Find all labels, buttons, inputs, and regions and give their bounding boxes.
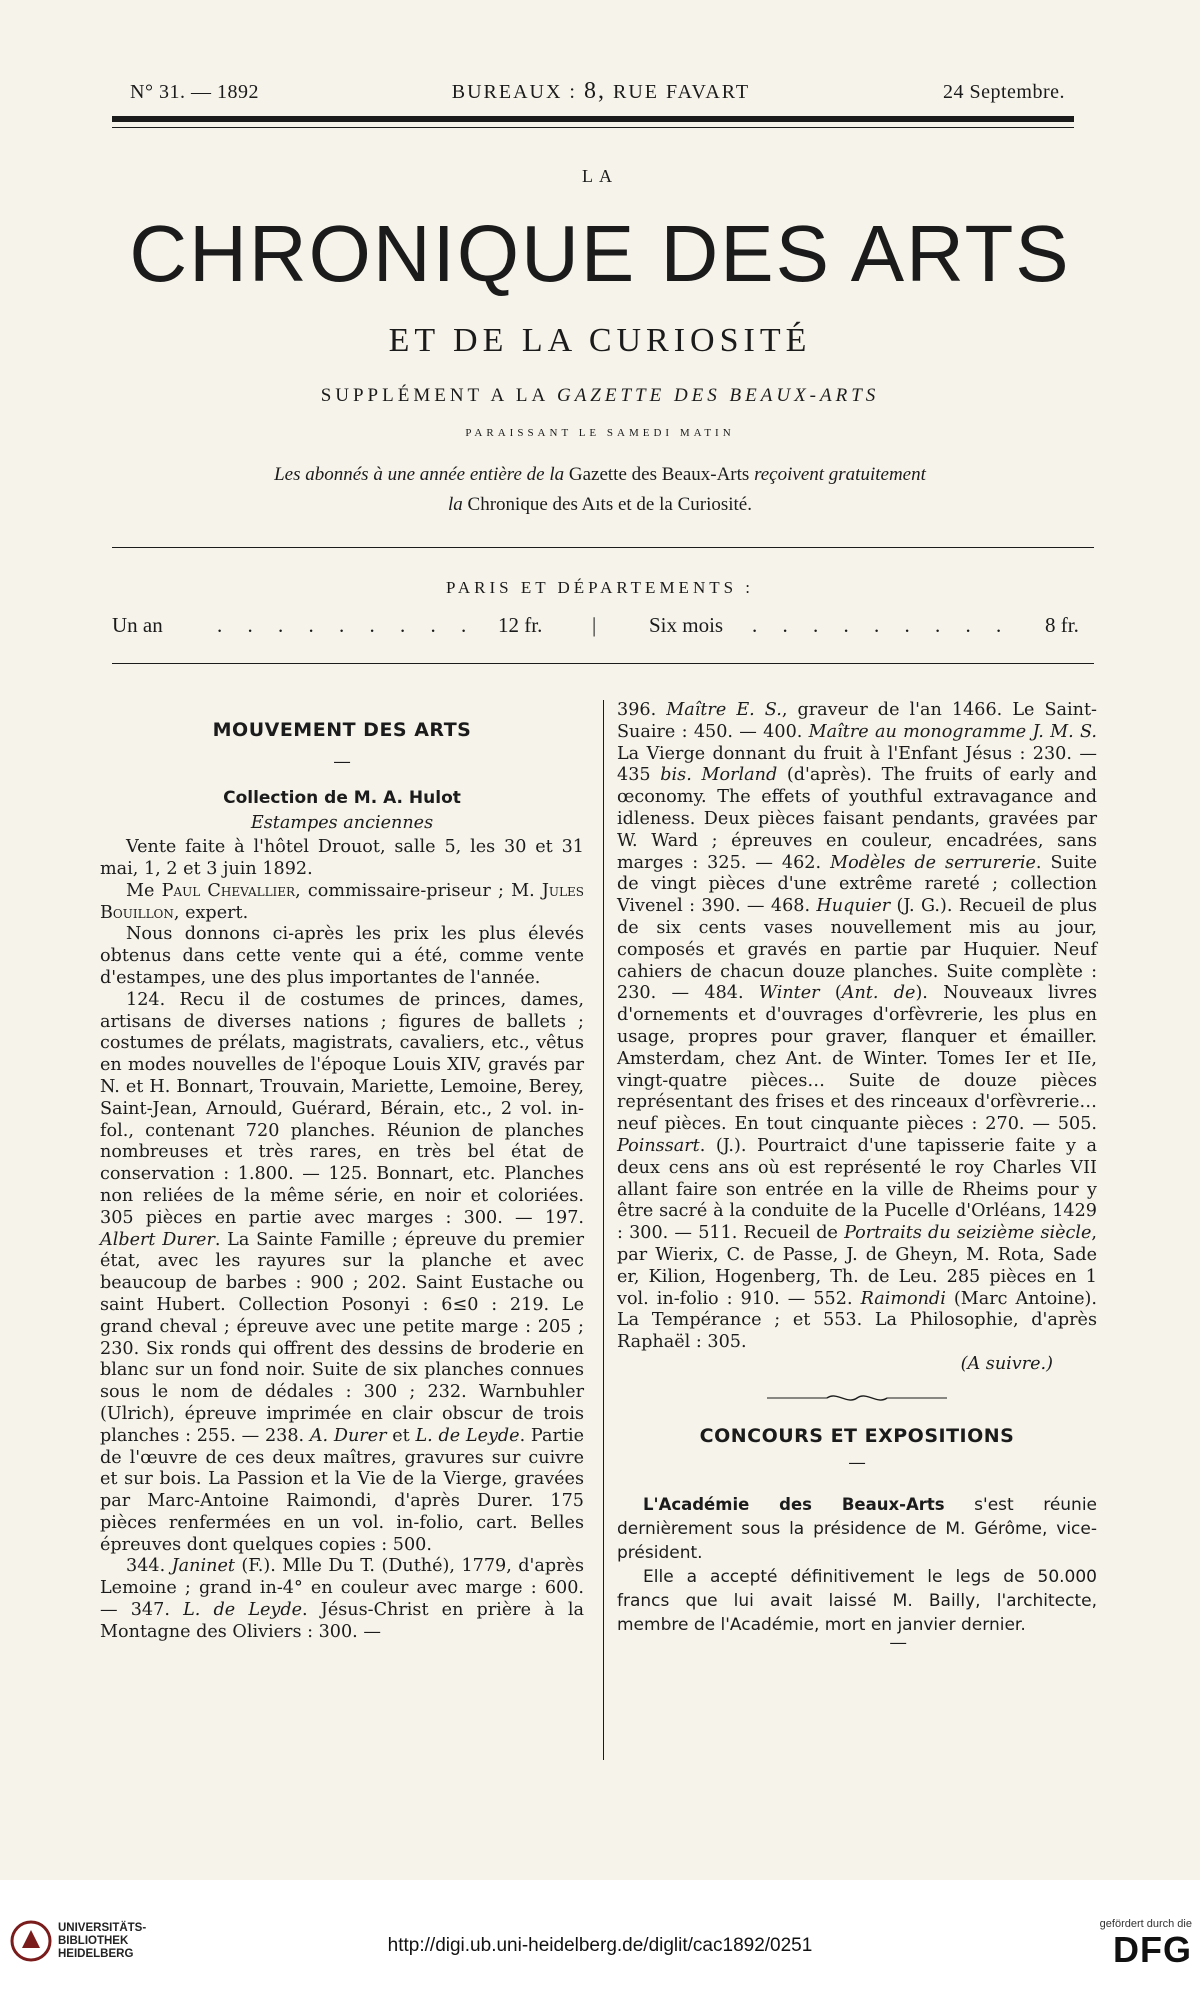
r1-k: (J. G.). Recueil de plus de six cents vases nouvellement mis au jour, composés et gravés en partie par Huquier. Neuf cahiers de chacun douze planches. Suite complète : 230. — 484.: [617, 896, 1097, 1004]
bureaux-prefix: BUREAUX :: [451, 81, 584, 103]
r1-g: (d'après). The fruits of early and œconomy. The effets of youthful extravagance and idleness. Deux pièces faisant pendants, gravées par W. Ward ; épreuves en couleur, encadrées, sans marges : 325. — 462.: [617, 765, 1097, 873]
r1-s: , par Wierix, C. de Passe, J. de Gheyn, M. Rota, Sade er, Kilion, Hogenberg, Th. de Leu. 285 pièces en 1 vol. in-folio : 910. — 552.: [617, 1223, 1098, 1309]
p2-c: , commissaire-priseur ; M.: [295, 880, 542, 901]
masthead-title: CHRONIQUE DES ARTS: [129, 209, 1071, 298]
abonnes-text-e: Chronique des Aıts et de la Curiosité.: [462, 494, 752, 515]
year-price: 12 fr.: [498, 613, 543, 637]
p4-f: L. de Leyde: [415, 1425, 520, 1446]
paragraph-lots-a: [100, 990, 584, 1557]
year-label: Un an: [112, 613, 163, 637]
abonnes-text-a: Les abonnés à une année entière de la: [274, 464, 565, 485]
r1-t: Raimondi: [860, 1288, 946, 1309]
half-dots: . . . . . . . . .: [752, 613, 1012, 637]
p2-b: Paul Chevallier: [161, 880, 296, 901]
collection-subtitle: Estampes anciennes: [250, 813, 434, 834]
paragraph-legs: Elle a accepté définitivement le legs de 50.000 francs que lui avait laissé M. Bailly, l'architecte, membre de l'Académie, mort en janvier dernier.: [617, 1567, 1097, 1636]
dfg-logo[interactable]: [1100, 1918, 1192, 1970]
masthead-supplement: [0, 385, 1200, 407]
r1-l: Winter: [758, 983, 820, 1004]
flourish-ornament-icon: [767, 1391, 947, 1405]
r1-i: . Suite de vingt pièces d'une extrême rareté ; collection Vivenel : 390. — 468.: [617, 852, 1097, 917]
subscription-rule-top: [112, 547, 1094, 548]
header-line: [130, 78, 1065, 105]
r1-n: Ant. de: [841, 983, 916, 1004]
masthead-abonnes: [0, 460, 1200, 520]
paragraph-lots-continued: [617, 700, 1097, 1354]
masthead-paraissant: PARAISSANT LE SAMEDI MATIN: [465, 427, 735, 439]
subscription-heading: PARIS ET DÉPARTEMENTS :: [445, 578, 755, 597]
bureaux-address: [452, 78, 750, 105]
library-line-1: UNIVERSITÄTS-: [58, 1921, 147, 1934]
p5-b: Janinet: [171, 1556, 235, 1577]
r1-d: Maître au monogramme J. M. S.: [808, 721, 1097, 742]
paragraph-academie: [617, 1493, 1097, 1565]
library-line-2: BIBLIOTHEK: [58, 1934, 129, 1947]
paragraph-vente: Vente faite à l'hôtel Drouot, salle 5, les 30 et 31 mai, 1, 2 et 3 juin 1892.: [100, 837, 584, 879]
p4-a: 124. Recu il de costumes de princes, dames, artisans de diverses nations ; figures de ballets ; costumes de prélats, magistrats, cavaliers, etc., vêtus en modes nouvelles de l'époque Louis XIV, gravés par N. et H. Bonnart, Trouvain, Mariette, Lemoine, Berey, Saint-Jean, Arnould, Guérard, Bérain, etc., 2 vol. in-fol., contenant 720 planches. Réunion de planches nombreuses et très rares, en très bel état de conservation : 1.800. — 125. Bonnart, etc. Planches non reliées de la même série, en noir et coloriées. 305 pièces en partie avec marges : 300. — 197.: [100, 989, 584, 1228]
bureaux-number: 8,: [583, 78, 606, 104]
p4-c: . La Sainte Famille ; épreuve du premier état, avec les rayures sur la planche et avec beaucoup de barbes : 900 ; 202. Saint Eustache ou saint Hubert. Collection Posonyi : 6≤0 : 219. Le grand cheval ; épreuve avec une petite marge : 205 ; 230. Six ronds qui offrent des dessins de broderie en blanc sur un fond noir. Suite de six planches connues sous le nom de dédales : 300 ; 232. Warnbuhler (Ulrich), épreuve imprimée en clair obscur de trois planches : 255. — 238.: [100, 1229, 584, 1446]
paragraph-experts: [100, 881, 584, 925]
academie-text: s'est réunie dernièrement sous la présidence de M. Gérôme, vice-président.: [617, 1495, 1098, 1564]
abonnes-text-d: la: [448, 494, 463, 515]
abonnes-text-b: Gazette des Beaux-Arts: [564, 464, 755, 485]
r1-u: (Marc Antoine). La Tempérance ; et 553. La Philosophie, d'après Raphaël : 305.: [617, 1288, 1098, 1353]
r1-j: Huquier: [816, 896, 891, 917]
supplement-gazette: GAZETTE DES BEAUX-ARTS: [556, 385, 880, 406]
p2-e: , expert.: [173, 902, 249, 923]
r1-a: 396.: [617, 700, 667, 720]
right-column: [617, 700, 1097, 1655]
header-rule-thin: [112, 127, 1074, 128]
p4-b: Albert Durer: [100, 1229, 215, 1250]
section-title-concours: CONCOURS ET EXPOSITIONS: [699, 1424, 1015, 1447]
r1-f: bis. Morland: [660, 765, 778, 786]
p5-d: L. de Leyde: [183, 1600, 303, 1621]
r1-o: ). Nouveaux livres d'ornements et d'ouvrages d'orfèvrerie, les plus en usage, propres pour graver, flanquer et émailler. Amsterdam, chez Ant. de Winter. Tomes Ier et IIe, vingt-quatre pièces… Suite de douze pièces représentant des frises et des rinceaux d'orfèvrerie… neuf pièces. En tout cinquante pièces : 270. — 505.: [617, 983, 1097, 1135]
paragraph-prix: Nous donnons ci-après les prix les plus élevés obtenus dans cette vente qui a été, comme vente d'estampes, une des plus importantes de l'année.: [100, 924, 584, 988]
masthead-subtitle: ET DE LA CURIOSITÉ: [388, 322, 812, 359]
p2-d: Jules Bouillon: [100, 880, 584, 923]
column-divider: [603, 700, 604, 1760]
section-title-mouvement: MOUVEMENT DES ARTS: [212, 719, 472, 741]
year-dots: . . . . . . . . .: [217, 613, 477, 637]
p4-g: . Partie de l'œuvre de ces deux maîtres, gravures sur cuivre et sur bois. La Passion et la Vie de la Vierge, gravées par Marc-Antoine Raimondi, d'après Durer. 175 pièces renfermées en un vol. in-folio, cart. Belles épreuves dont quelques copies : 500.: [100, 1425, 584, 1555]
digitization-footer: [0, 1880, 1200, 1997]
paragraph-lots-b: [100, 1556, 584, 1643]
p4-e: et: [386, 1425, 416, 1446]
end-dash: —: [889, 1633, 907, 1654]
p5-e: . Jésus-Christ en prière à la Montagne des Oliviers : 300. —: [100, 1600, 584, 1642]
subscription-rule-bottom: [112, 663, 1094, 664]
collection-title: Collection de M. A. Hulot: [223, 787, 461, 808]
half-label: Six mois: [649, 613, 724, 637]
abonnes-text-c: reçoivent gratuitement: [754, 464, 926, 485]
library-line-3: HEIDELBERG: [58, 1947, 134, 1960]
r1-m: (: [819, 983, 842, 1004]
price-separator: |: [592, 613, 597, 637]
r1-h: Modèles de serrurerie: [830, 852, 1036, 873]
supplement-prefix: SUPPLÉMENT A LA: [320, 385, 557, 406]
funded-by-caption: gefördert durch die: [1099, 1918, 1192, 1930]
header-rule-thick: [112, 116, 1074, 122]
bureaux-street: RUE FAVART: [605, 81, 751, 103]
issue-date: 24 Septembre.: [942, 81, 1065, 103]
flourish-divider: [617, 1390, 1097, 1412]
left-column: [100, 720, 584, 1644]
issue-number: N° 31. — 1892: [130, 81, 259, 103]
dfg-wordmark: DFG: [1113, 1929, 1192, 1970]
r1-r: Portraits du seizième siècle: [844, 1223, 1092, 1244]
r1-b: Maître E. S.: [666, 700, 782, 720]
masthead-la: LA: [582, 166, 618, 186]
r1-p: Poinssart: [617, 1135, 700, 1156]
source-url-link[interactable]: http://digi.ub.uni-heidelberg.de/diglit/cac1892/0251: [387, 1935, 813, 1956]
p2-a: Me: [126, 880, 162, 901]
p4-d: A. Durer: [309, 1425, 387, 1446]
r1-c: , graveur de l'an 1466. Le Saint-Suaire : 450. — 400.: [617, 700, 1097, 742]
a-suivre: (A suivre.): [960, 1353, 1053, 1374]
section-dash: —: [333, 751, 351, 772]
p5-c: (F.). Mlle Du T. (Duthé), 1779, d'après Lemoine ; grand in-4° en couleur avec marge : 600. — 347.: [100, 1556, 584, 1621]
p5-a: 344.: [126, 1556, 172, 1577]
academie-name: L'Académie des Beaux-Arts: [643, 1495, 945, 1515]
half-price: 8 fr.: [1045, 613, 1079, 637]
r1-e: La Vierge donnant du fruit à l'Enfant Jésus : 230. — 435: [617, 743, 1097, 786]
r1-q: . (J.). Pourtraict d'une tapisserie faite y a deux cens ans où est représenté le roy Charles VII allant faire son entrée en la ville de Rheims pour y être sacré à la conduite de la Pucelle d'Orléans, 1429 : 300. — 511. Recueil de: [617, 1135, 1097, 1244]
section-dash-2: —: [848, 1453, 866, 1474]
